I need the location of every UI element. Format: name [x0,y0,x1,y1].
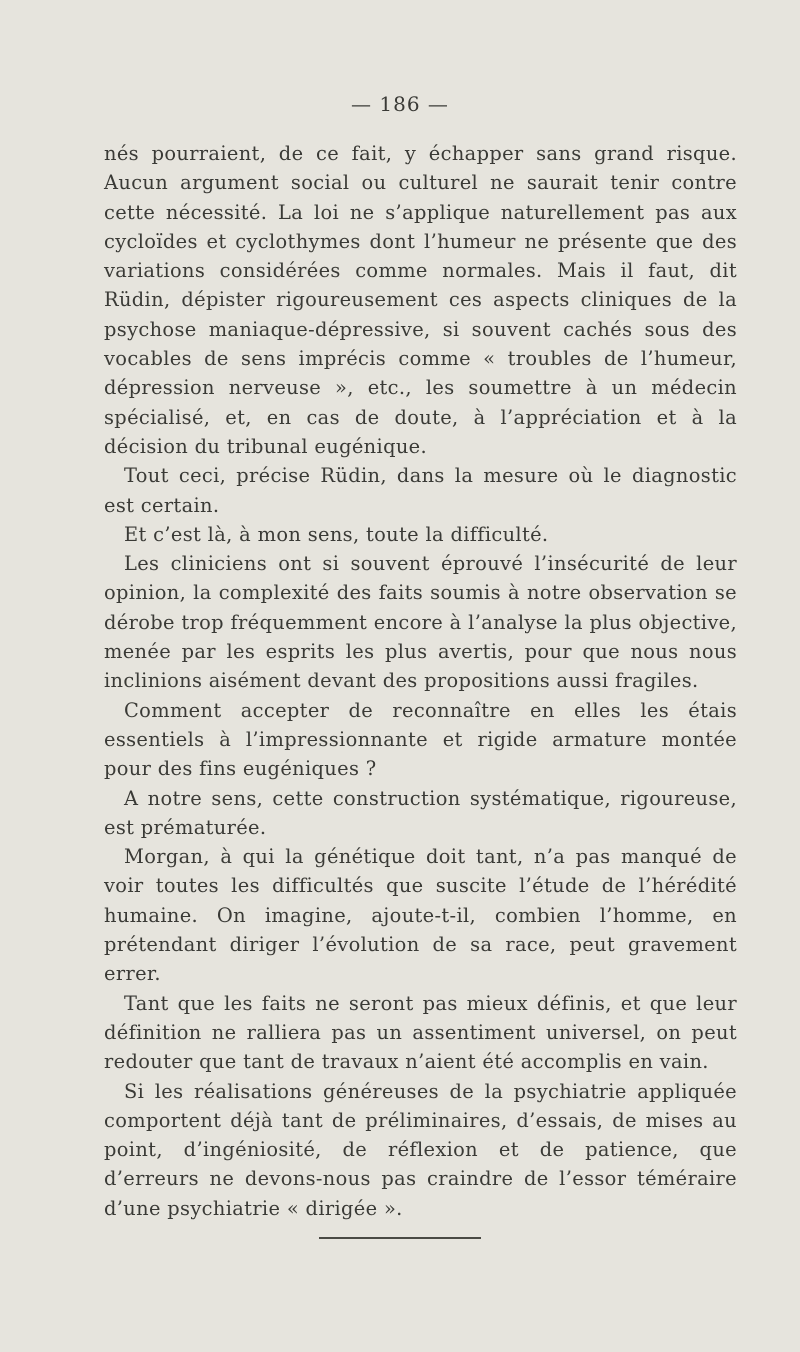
paragraph-3: Et c’est là, à mon sens, toute la difficulté. [124,522,549,546]
paragraph-9: Si les réalisations généreuses de la psychiatrie appliquée comportent déjà tant de préliminaires, d’essais, de mises au point, d’ingéniosité, de réflexion et de patience, que d’erreurs ne devons-nous pas craindre de l’essor téméraire d’une psychiatrie « dirigée ». [104,1079,737,1220]
paragraph-5: Comment accepter de reconnaître en elles les étais essentiels à l’impressionnante et rigide armature montée pour des fins eugéniques ? [104,698,737,781]
page-number: — 186 — [351,92,449,116]
paragraph-6: A notre sens, cette construction systématique, rigoureuse, est prématurée. [104,786,737,839]
paragraph-4: Les cliniciens ont si souvent éprouvé l’insécurité de leur opinion, la complexité des faits soumis à notre observation se dérobe trop fréquemment encore à l’analyse la plus objective, menée par les esprits les plus avertis, pour que nous nous inclinions aisément devant des propositions aussi fragiles. [104,552,737,693]
paragraph-8: Tant que les faits ne seront pas mieux définis, et que leur définition ne ralliera pas un assentiment universel, on peut redouter que tant de travaux n’aient été accomplis en vain. [104,991,737,1074]
section-end-rule [319,1237,481,1239]
body-text [104,139,737,1223]
paragraph-2: Tout ceci, précise Rüdin, dans la mesure où le diagnostic est certain. [104,464,737,517]
paragraph-1: nés pourraient, de ce fait, y échapper sans grand risque. Aucun argument social ou culturel ne saurait tenir contre cette nécessité. La loi ne s’applique naturellement pas aux cycloïdes et cyclothymes dont l’humeur ne présente que des variations considérées comme normales. Mais il faut, dit Rüdin, dépister rigoureusement ces aspects cliniques de la psychose maniaque-dépressive, si souvent cachés sous des vocables de sens imprécis comme « troubles de l’humeur, dépression nerveuse », etc., les soumettre à un médecin spécialisé, et, en cas de doute, à l’appréciation et à la décision du tribunal eugénique. [104,142,737,458]
paragraph-7: Morgan, à qui la génétique doit tant, n’a pas manqué de voir toutes les difficultés que suscite l’étude de l’hérédité humaine. On imagine, ajoute-t-il, combien l’homme, en prétendant diriger l’évolution de sa race, peut gravement errer. [104,845,737,986]
